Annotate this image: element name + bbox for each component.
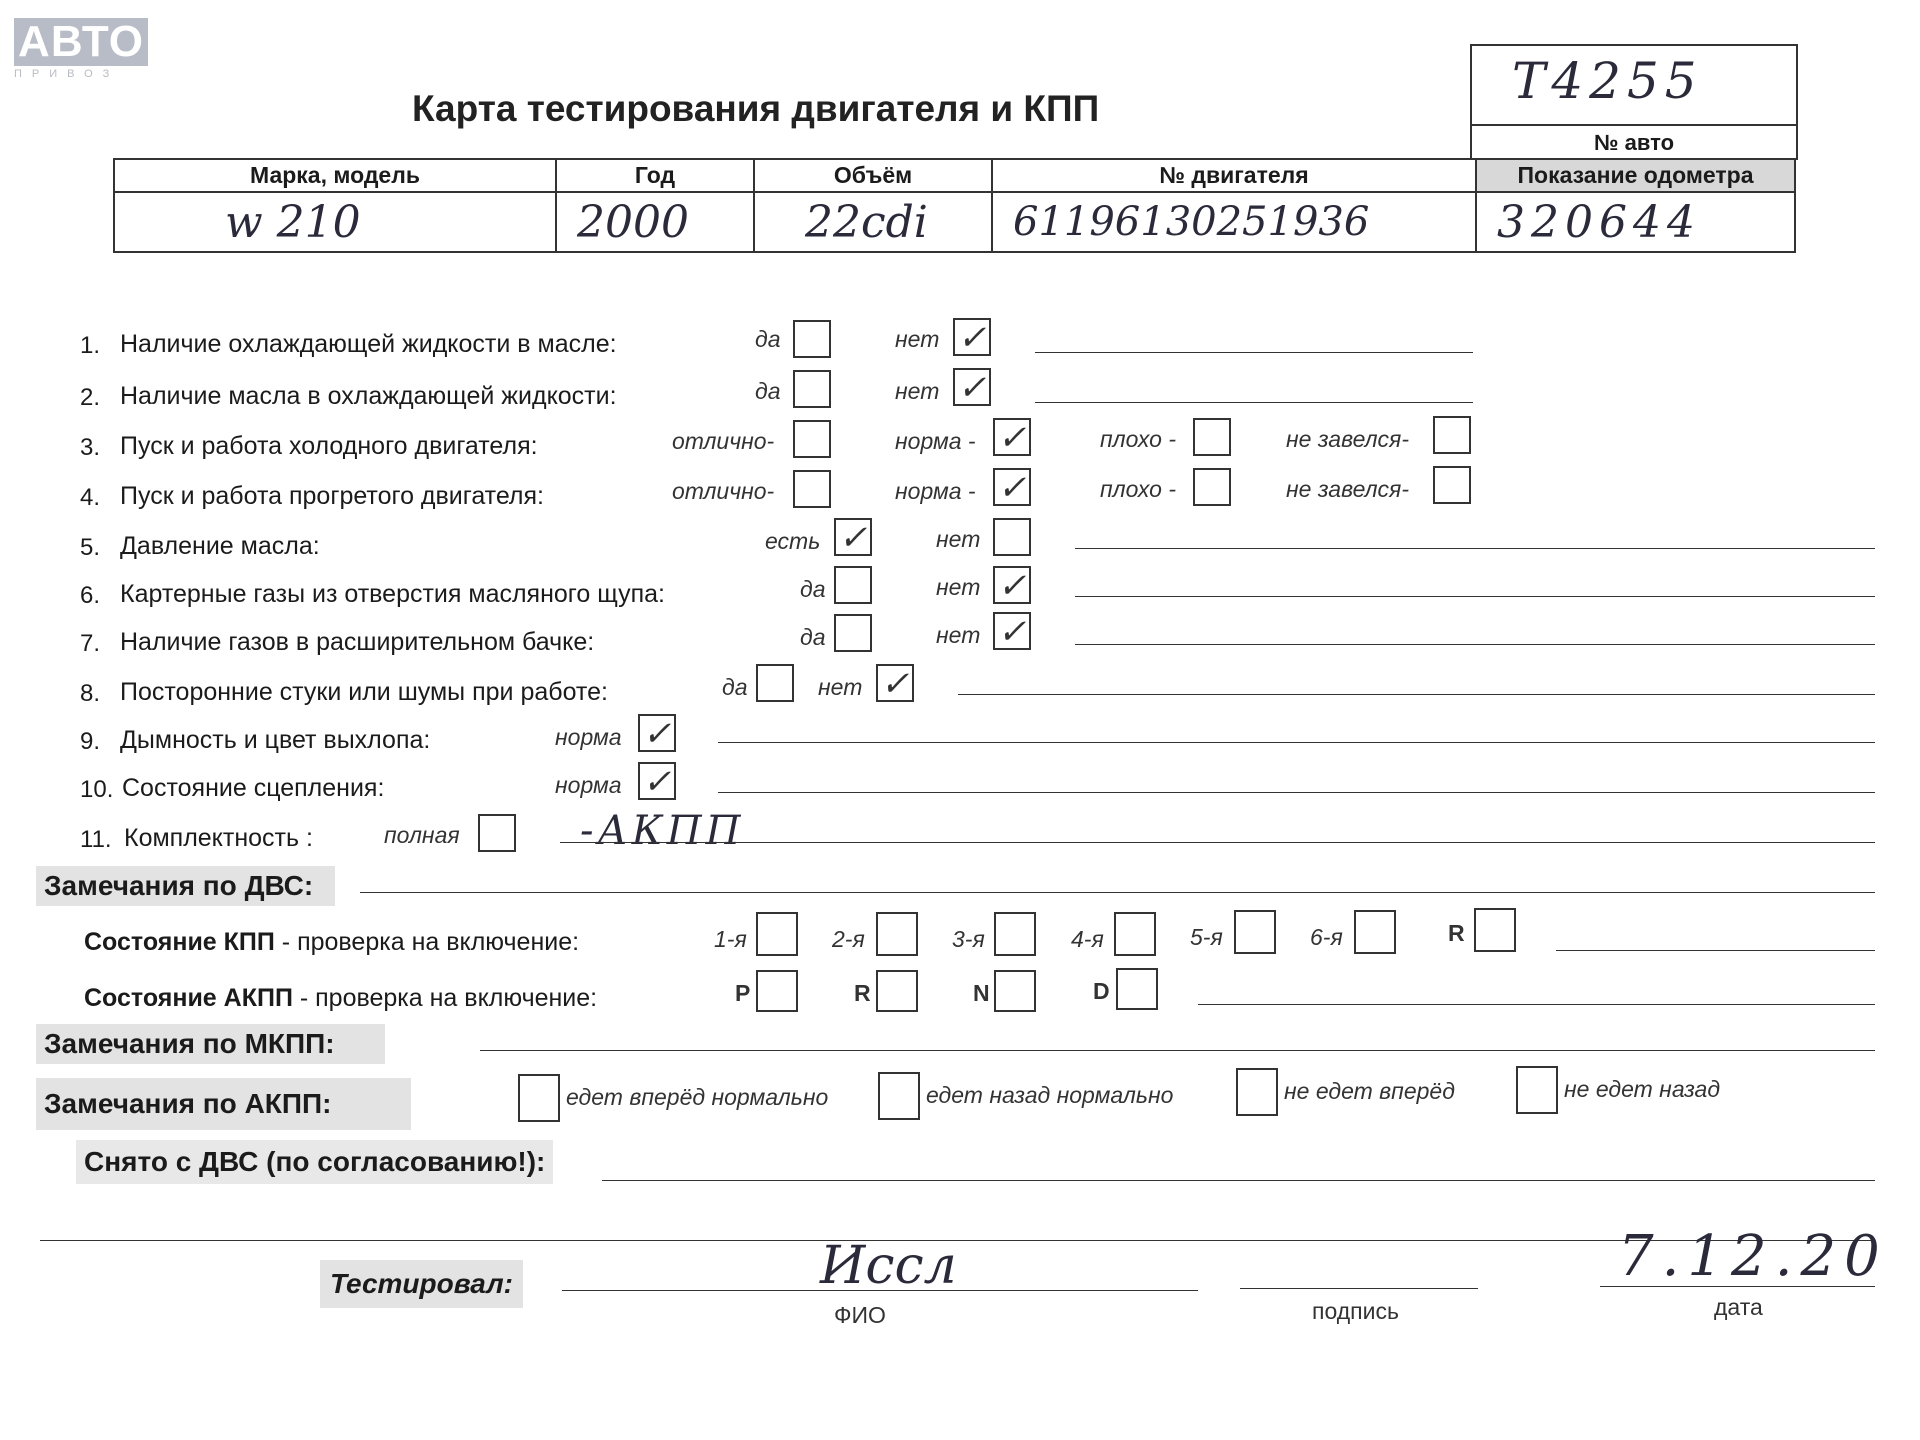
kpp-gear-4-checkbox[interactable]	[1114, 912, 1156, 956]
akpp-gear-d-label: D	[1093, 978, 1110, 1004]
akpp-forward-ok-label: едет вперёд нормально	[566, 1084, 829, 1110]
q6-number: 6.	[80, 582, 101, 609]
q5-absent-checkbox[interactable]	[993, 518, 1031, 556]
col-brand-model: Марка, модель	[114, 159, 556, 192]
col-year: Год	[556, 159, 754, 192]
q9-normal-checkbox[interactable]: ✓	[638, 714, 676, 752]
logo-sub: ПРИВОЗ	[14, 68, 120, 80]
kpp-gear-1-checkbox[interactable]	[756, 912, 798, 956]
kpp-gear-1-label: 1-я	[714, 926, 747, 952]
col-engine-number: № двигателя	[992, 159, 1476, 192]
q8-yes-checkbox[interactable]	[756, 664, 794, 702]
q3-opt-bad-label: плохо -	[1100, 426, 1176, 452]
q4-no-start-checkbox[interactable]	[1433, 466, 1471, 504]
q5-comment-line[interactable]	[1075, 548, 1875, 549]
q2-opt-no-label: нет	[895, 378, 940, 404]
q4-bad-checkbox[interactable]	[1193, 468, 1231, 506]
q6-text: Картерные газы из отверстия масляного щупа:	[120, 580, 665, 608]
q7-text: Наличие газов в расширительном бачке:	[120, 628, 595, 656]
akpp-no-back-checkbox[interactable]	[1516, 1066, 1558, 1114]
akpp-gear-r-label: R	[854, 980, 871, 1006]
q3-excellent-checkbox[interactable]	[793, 420, 831, 458]
q11-full-checkbox[interactable]	[478, 814, 516, 852]
kpp-gear-6-checkbox[interactable]	[1354, 910, 1396, 954]
q1-yes-checkbox[interactable]	[793, 320, 831, 358]
signature-label: подпись	[1312, 1298, 1399, 1324]
kpp-check-label	[84, 928, 579, 957]
tested-by-label: Тестировал:	[320, 1260, 523, 1308]
value-volume: 22cdi	[754, 192, 992, 252]
q5-text: Давление масла:	[120, 532, 320, 560]
q9-number: 9.	[80, 728, 101, 755]
q2-no-checkbox[interactable]: ✓	[953, 368, 991, 406]
car-number-value: Т4255	[1512, 52, 1703, 110]
q10-normal-checkbox[interactable]: ✓	[638, 762, 676, 800]
q4-excellent-checkbox[interactable]	[793, 470, 831, 508]
kpp-check-rest: - проверка на включение:	[274, 928, 580, 956]
q4-text: Пуск и работа прогретого двигателя:	[120, 482, 544, 510]
remarks-engine-label: Замечания по ДВС:	[36, 866, 335, 906]
q11-opt-full-label: полная	[384, 822, 460, 848]
akpp-check-rest: - проверка на включение:	[292, 984, 598, 1012]
q7-comment-line[interactable]	[1075, 644, 1875, 645]
q1-number: 1.	[80, 332, 101, 359]
q5-opt-present-label: есть	[765, 528, 821, 554]
date-line[interactable]	[1600, 1286, 1875, 1287]
kpp-gear-r-label: R	[1448, 920, 1465, 946]
q10-text: Состояние сцепления:	[122, 774, 385, 802]
q1-opt-no-label: нет	[895, 326, 940, 352]
car-number-label: № авто	[1472, 124, 1796, 156]
akpp-gear-r-checkbox[interactable]	[876, 970, 918, 1012]
logo	[14, 18, 148, 80]
remarks-mkpp-label: Замечания по МКПП:	[36, 1024, 385, 1064]
q2-text: Наличие масла в охлаждающей жидкости:	[120, 382, 617, 410]
kpp-comment-line[interactable]	[1556, 950, 1875, 951]
q10-number: 10.	[80, 776, 114, 803]
q9-opt-normal-label: норма	[555, 724, 622, 750]
akpp-gear-n-label: N	[973, 980, 990, 1006]
q8-number: 8.	[80, 680, 101, 707]
q2-opt-yes-label: да	[755, 378, 781, 404]
removed-label: Снято с ДВС (по согласованию!):	[76, 1140, 553, 1184]
q11-comment-line[interactable]	[560, 842, 1875, 843]
col-odometer: Показание одометра	[1476, 159, 1795, 192]
q4-opt-no-start-label: не завелся-	[1286, 476, 1410, 502]
q4-opt-normal-label: норма -	[895, 478, 976, 504]
q7-opt-yes-label: да	[800, 624, 826, 650]
q4-normal-checkbox[interactable]: ✓	[993, 468, 1031, 506]
value-odometer: 320644	[1476, 192, 1795, 252]
akpp-no-forward-checkbox[interactable]	[1236, 1068, 1278, 1116]
q8-text: Посторонние стуки или шумы при работе:	[120, 678, 608, 706]
akpp-gear-p-label: P	[735, 980, 751, 1006]
akpp-gear-d-checkbox[interactable]	[1116, 968, 1158, 1010]
signature-scribble: Иссл	[820, 1236, 957, 1296]
akpp-no-forward-label: не едет вперёд	[1284, 1078, 1455, 1104]
kpp-gear-6-label: 6-я	[1310, 924, 1343, 950]
akpp-check-label	[84, 984, 597, 1013]
date-value: 7.12.20	[1618, 1224, 1888, 1289]
col-volume: Объём	[754, 159, 992, 192]
kpp-gear-5-checkbox[interactable]	[1234, 910, 1276, 954]
q5-opt-absent-label: нет	[936, 526, 981, 552]
q4-opt-excellent-label: отлично-	[672, 478, 775, 504]
q10-opt-normal-label: норма	[555, 772, 622, 798]
akpp-back-ok-label: едет назад нормально	[926, 1082, 1174, 1108]
akpp-forward-ok-checkbox[interactable]	[518, 1074, 560, 1122]
akpp-no-back-label: не едет назад	[1564, 1076, 1721, 1102]
q7-yes-checkbox[interactable]	[834, 614, 872, 652]
q10-comment-line[interactable]	[718, 792, 1875, 793]
q3-normal-checkbox[interactable]: ✓	[993, 418, 1031, 456]
value-brand-model: w 210	[114, 192, 556, 252]
akpp-check-bold: Состояние АКПП	[84, 984, 293, 1012]
q3-bad-checkbox[interactable]	[1193, 418, 1231, 456]
q9-comment-line[interactable]	[718, 742, 1875, 743]
q8-no-checkbox[interactable]: ✓	[876, 664, 914, 702]
value-engine-number: 61196130251936	[992, 192, 1476, 252]
q7-opt-no-label: нет	[936, 622, 981, 648]
q8-comment-line[interactable]	[958, 694, 1875, 695]
q7-number: 7.	[80, 630, 101, 657]
kpp-gear-2-checkbox[interactable]	[876, 912, 918, 956]
q9-text: Дымность и цвет выхлопа:	[120, 726, 431, 754]
q6-no-checkbox[interactable]: ✓	[993, 566, 1031, 604]
fio-line[interactable]	[562, 1290, 1198, 1291]
q3-no-start-checkbox[interactable]	[1433, 416, 1471, 454]
q5-present-checkbox[interactable]: ✓	[834, 518, 872, 556]
header-table	[113, 158, 1796, 253]
q1-text: Наличие охлаждающей жидкости в масле:	[120, 330, 617, 358]
kpp-gear-4-label: 4-я	[1071, 926, 1104, 952]
q4-number: 4.	[80, 484, 101, 511]
q6-opt-no-label: нет	[936, 574, 981, 600]
q5-number: 5.	[80, 534, 101, 561]
kpp-gear-5-label: 5-я	[1190, 924, 1223, 950]
kpp-gear-3-label: 3-я	[952, 926, 985, 952]
q6-yes-checkbox[interactable]	[834, 566, 872, 604]
akpp-gear-n-checkbox[interactable]	[994, 970, 1036, 1012]
akpp-gear-p-checkbox[interactable]	[756, 970, 798, 1012]
q6-opt-yes-label: да	[800, 576, 826, 602]
q1-opt-yes-label: да	[755, 326, 781, 352]
q6-comment-line[interactable]	[1075, 596, 1875, 597]
q11-text: Комплектность :	[124, 824, 313, 852]
q7-no-checkbox[interactable]: ✓	[993, 612, 1031, 650]
q8-opt-no-label: нет	[818, 674, 863, 700]
q2-number: 2.	[80, 384, 101, 411]
fio-label: ФИО	[834, 1302, 886, 1328]
akpp-comment-line[interactable]	[1198, 1004, 1875, 1005]
kpp-gear-2-label: 2-я	[832, 926, 865, 952]
q3-number: 3.	[80, 434, 101, 461]
akpp-back-ok-checkbox[interactable]	[878, 1072, 920, 1120]
signature-line[interactable]	[1240, 1288, 1478, 1289]
q3-opt-normal-label: норма -	[895, 428, 976, 454]
remarks-engine-line[interactable]	[360, 892, 1875, 893]
q1-comment-line[interactable]	[1035, 352, 1473, 353]
q3-text: Пуск и работа холодного двигателя:	[120, 432, 538, 460]
q11-number: 11.	[80, 826, 112, 853]
remarks-mkpp-line[interactable]	[480, 1050, 1875, 1051]
removed-line[interactable]	[602, 1180, 1875, 1181]
car-number-box	[1470, 44, 1798, 160]
kpp-gear-r-checkbox[interactable]	[1474, 908, 1516, 952]
q11-note: -АКПП	[580, 808, 745, 854]
kpp-gear-3-checkbox[interactable]	[994, 912, 1036, 956]
divider	[40, 1240, 1875, 1241]
q1-no-checkbox[interactable]: ✓	[953, 318, 991, 356]
q4-opt-bad-label: плохо -	[1100, 476, 1176, 502]
date-label: дата	[1714, 1294, 1763, 1320]
q2-yes-checkbox[interactable]	[793, 370, 831, 408]
q8-opt-yes-label: да	[722, 674, 748, 700]
logo-main: АВТО	[14, 18, 148, 66]
value-year: 2000	[556, 192, 754, 252]
remarks-akpp-label: Замечания по АКПП:	[36, 1078, 411, 1130]
q3-opt-excellent-label: отлично-	[672, 428, 775, 454]
kpp-check-bold: Состояние КПП	[84, 928, 275, 956]
q2-comment-line[interactable]	[1035, 402, 1473, 403]
q3-opt-no-start-label: не завелся-	[1286, 426, 1410, 452]
page-title: Карта тестирования двигателя и КПП	[412, 88, 1100, 129]
